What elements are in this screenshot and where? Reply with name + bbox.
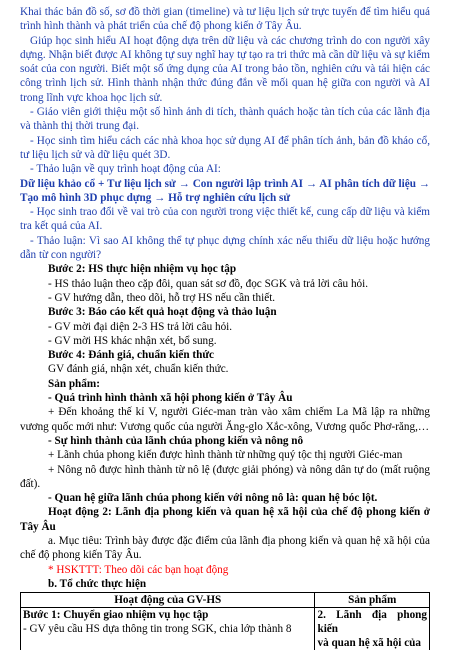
activity2-heading: Hoạt động 2: Lãnh địa phong kiến và quan hệ xã hội của chế độ phong kiến ở Tây Âu: [20, 506, 430, 533]
student-research-line: - Học sinh tìm hiểu cách các nhà khoa học sử dụng AI để phân tích ảnh, bản đồ kháo cổ, tư liệu lịch sử và dữ liệu quét 3D.: [20, 134, 430, 161]
student-role-line: - Học sinh trao đổi về vai trò của con người trong việc thiết kế, cung cấp dữ liệu và kiểm tra kết quả của AI.: [20, 206, 430, 233]
step3-heading: Bước 3: Báo cáo kết quả hoạt động và thảo luận: [48, 306, 277, 319]
step2-line2: - GV hướng dẫn, theo dõi, hỗ trợ HS nếu cần thiết.: [48, 291, 276, 304]
serfs-text: + Nông nô được hình thành từ nô lệ (được giải phóng) và nông dân tự do (mất ruộng đất).: [20, 463, 430, 490]
product-heading: Sản phẩm:: [48, 377, 100, 390]
step4-heading: Bước 4: Đánh giá, chuẩn kiến thức: [48, 349, 215, 362]
table-cell-product-title-cont: và quan hệ xã hội của: [317, 637, 421, 650]
teacher-intro-line: - Giáo viên giới thiệu một số hình ảnh di tích, thành quách hoặc tàn tích của các lãnh địa và thành thị thời trung đại.: [20, 106, 430, 133]
step3-line1: - GV mời đại diện 2-3 HS trả lời câu hỏi.: [48, 320, 233, 333]
organization-heading: b. Tổ chức thực hiện: [48, 577, 147, 590]
discussion-question: - Thảo luận: Vì sao AI không thể tự phục dựng chính xác nếu thiếu dữ liệu hoặc hướng dẫn từ con người?: [20, 234, 430, 262]
intro-paragraph: Khai thác bản đồ số, sơ đồ thời gian (timeline) và tư liệu lịch sử trực tuyến để tìm hiểu quá trình hình thành và phát triển của chế độ phong kiến ở Tây Âu.: [20, 6, 430, 33]
relationship-line: - Quan hệ giữa lãnh chúa phong kiến với nông nô là: quan hệ bóc lột.: [48, 492, 378, 505]
hskttt-note: * HSKTTT: Theo dõi các bạn hoạt động: [48, 563, 229, 576]
activity-table: [20, 592, 430, 650]
table-header-activity: Hoạt động của GV-HS: [21, 593, 315, 608]
lords-text: + Lãnh chúa phong kiến được hình thành từ những quý tộc thị người Giéc-man: [48, 449, 403, 462]
table-header-product: Sản phẩm: [315, 593, 430, 608]
discussion-line: - Thảo luận về quy trình hoạt động của AI:: [30, 163, 221, 176]
step2-line1: - HS thảo luận theo cặp đôi, quan sát sơ đồ, đọc SGK và trả lời câu hỏi.: [48, 277, 369, 290]
table-cell-product-title: 2. Lãnh địa phong kiến: [317, 609, 427, 636]
objective-line: a. Mục tiêu: Trình bày được đặc điểm của lãnh địa phong kiến và quan hệ xã hội của chế độ phong kiến Tây Âu.: [20, 534, 430, 562]
step4-line1: GV đánh giá, nhận xét, chuẩn kiến thức.: [48, 363, 229, 376]
lords-serfs-heading: - Sự hình thành của lãnh chúa phong kiến và nông nô: [48, 434, 304, 447]
table-cell-step1: Bước 1: Chuyển giao nhiệm vụ học tập: [23, 609, 209, 622]
step3-line2: - GV mời HS khác nhận xét, bổ sung.: [48, 334, 217, 347]
product-formation-text: + Đến khoảng thế kỉ V, người Giéc-man tràn vào xâm chiếm La Mã lập ra những vương quốc mới như: Vương quốc của người Ăng-glo Xắc-xông, Vương quốc Phơ-răng,…: [20, 406, 430, 433]
table-cell-step1-text: - GV yêu cầu HS dựa thông tin trong SGK, chia lớp thành 8: [23, 623, 292, 636]
step2-heading: Bước 2: HS thực hiện nhiệm vụ học tập: [48, 263, 237, 276]
product-formation-heading: - Quá trình hình thành xã hội phong kiến ở Tây Âu: [48, 392, 293, 405]
ai-goal-paragraph: Giúp học sinh hiểu AI hoạt động dựa trên dữ liệu và các chương trình do con người xây dựng. Nhận biết được AI không tự suy nghĩ hay tự tạo ra tri thức mà cần dữ liệu và sự kiểm soát của con người. Biết một số ứng dụng của AI trong bảo tồn, nghiên cứu và tái hiện các công trình lịch sử. Hình thành nhận thức đúng đắn về mối quan hệ giữa con người và AI trong lĩnh vực khoa học lịch sử.: [20, 34, 431, 104]
table-header-row: [21, 593, 430, 608]
table-row: [21, 608, 430, 650]
ai-process-flow: Dữ liệu khảo cổ + Tư liệu lịch sử → Con người lập trình AI → AI phân tích dữ liệu → Tạo mô hình 3D phục dựng → Hỗ trợ nghiên cứu lịch sử: [20, 177, 430, 204]
